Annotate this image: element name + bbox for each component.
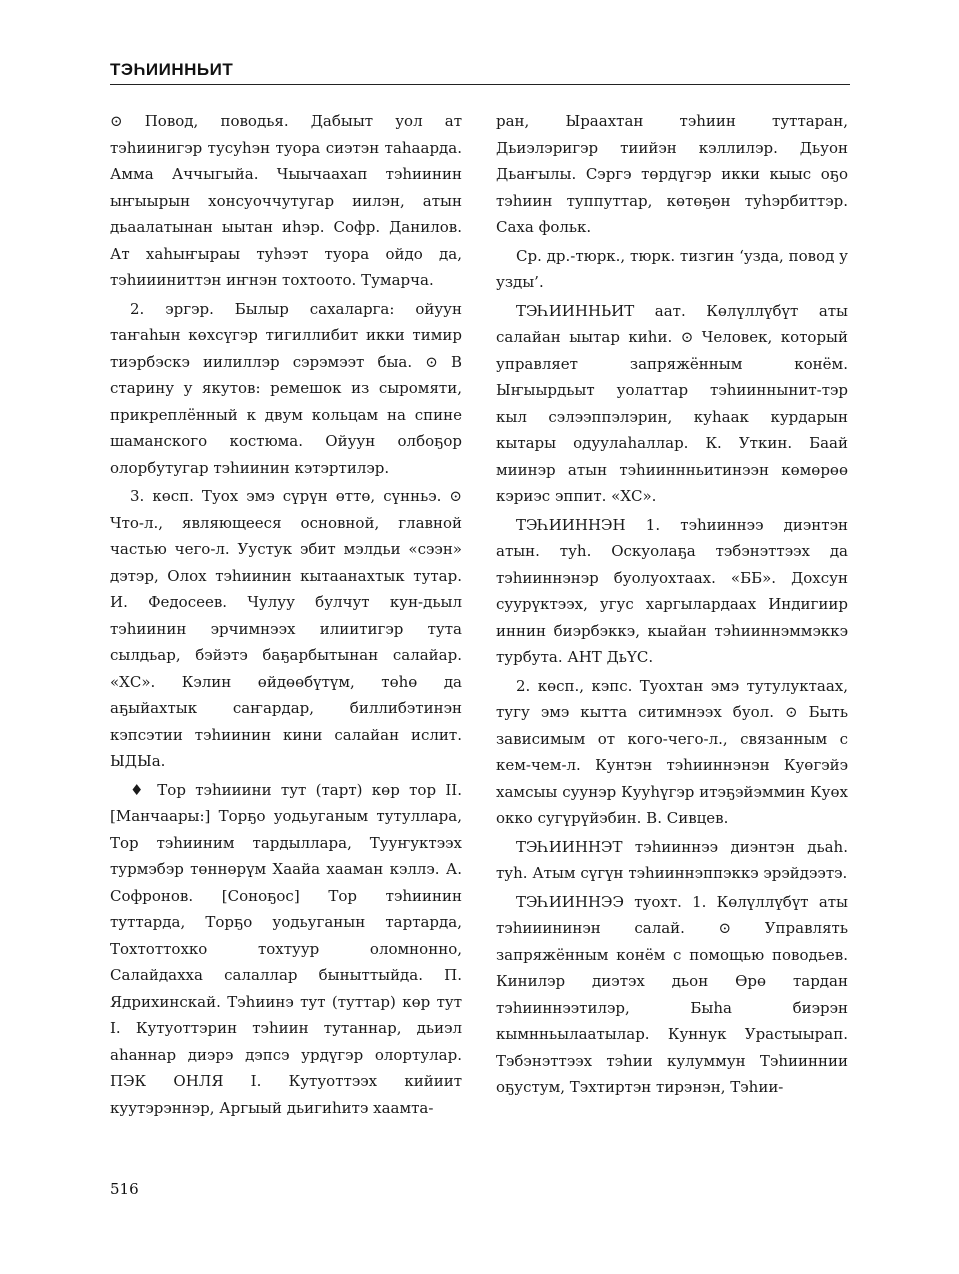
entry-paragraph: ТЭҺИИННЭН 1. тэһииннээ диэнтэн атын. туһ. Оскуолаҕа тэбэнэттээх да тэһииннэнэр буолуохтаах. «ББ». Дохсун суурүктээх, угус харгылардаах Индигиир иннин биэрбэккэ, кыайан тэһииннэммэккэ турбута. АНТ ДьҮС. [496,515,848,666]
entry-paragraph: ♦ Тор тэһииини тут (тарт) көр тор II. [Манчаары:] Торҕо уодьуганым тутуллара, Тор тэһииним тардыллара, Тууҥуктээх турмэбэр төннөрүм Хаайа хааман кэллэ. А. Софронов. [Соноҕос] Тор тэһиинин туттарда, Торҕо уодьуганын тартарда, Тохтоттохко тохтуур оломнонно, Салайдахха салаллар быныттыйда. П. Ядрихинскай. Тэһиинэ тут (туттар) көр тут I. Кутуоттэрин тэһиин тутаннар, дьиэл аһаннар диэрэ дэпсэ урдүгэр олортулар. ПЭК ОНЛЯ I. Кутуоттээх кийиит куутэрэннэр, Аргыый дьигиһитэ хаамта- [110,780,462,1117]
header-rule [110,84,850,85]
entry-paragraph: ран, Ыраахтан тэһиин туттаран, Дьиэлэригэр тиийэн кэллилэр. Дьуон Дьаҥылы. Сэргэ төрдүгэр икки кыыс оҕо тэһиин туппуттар, көтөҕөн туһэрбиттэр. Саха фольк. [496,112,848,236]
entry-paragraph: 2. көсп., кэпс. Туохтан эмэ тутулуктаах, тугу эмэ кытта ситимнээх буол. ⊙ Быть зависимым от кого-чего-л., связанным с кем-чем-л. Кунтэн тэһииннэнэн Куөгэйэ хамсыы суунэр Кууһүгэр итэҕэйэммин Куөх окко сугүрүйэбин. В. Сивцев. [496,676,848,827]
entry-paragraph: ⊙ Повод, поводья. Дабыыт уол ат тэһиинигэр тусуһэн туора сиэтэн таһаарда. Амма Аччыгыйа. Чыычаахап тэһиинин ыҥыырын хонсуоччутугар иилэн, атын дьаалатынан ыытан иһэр. Софр. Данилов. Ат хаһыҥыраы туһээт туора ойдо да, тэһиииниттэн иҥнэн тохтоото. Тумарча. [110,112,462,289]
entry-paragraph: 2. эргэр. Былыр сахаларга: ойуун таҥаһын көхсүгэр тигиллибит икки тимир тиэрбэскэ иилиллэр сэрэмээт быа. ⊙ В старину у якутов: ремешок из сыромяти, прикреплённый к двум кольцам на спине шаманского костюма. Ойуун олбоҕор олорбутугар тэһиинин кэтэртилэр. [110,299,462,477]
entry-paragraph: 3. көсп. Туох эмэ сүрүн өттө, сүнньэ. ⊙ Что-л., являющееся основной, главной частью чего-л. Уустук эбит мэлдьи «сээн» дэтэр, Олох тэһиинин кытаанахтык тутар. И. Федосеев. Чулуу булчут кун-дьыл тэһиинин эрчимнээх илиитигэр тута сылдьар, бэйэтэ баҕарбытынан салайар. «ХС». Кэлин өйдөөбүтүм, төһө да аҕыйахтык саҥардар, биллибэтинэн кэпсэтии тэһиинин кини салайан ислит. ЫДЫа. [110,487,462,770]
entry-paragraph: ТЭҺИИННЬИТ аат. Көлүллүбүт аты салайан ыытар киһи. ⊙ Человек, который управляет запряжённым конём. Ыҥыырдьыт уолаттар тэһииннынит-тэр кыл сэлээппэлэрин, куһаак курдарын кытары одуулаһаллар. К. Уткин. Баай миинэр атын тэһииннньитинээн көмөрөө кэриэс эппит. «ХС». [496,301,848,505]
entry-paragraph: ТЭҺИИННЭТ тэһииннээ диэнтэн дьаһ. туһ. Атым сүгүн тэһииннэппэккэ эрэйдээтэ. [496,837,848,882]
left-column [110,108,462,1123]
right-column [496,108,848,1103]
page-number: 516 [110,1180,139,1198]
running-head: ТЭҺИИННЬИТ [110,60,234,79]
entry-paragraph: ТЭҺИИННЭЭ туохт. 1. Көлүллүбүт аты тэһииининэн салай. ⊙ Управлять запряжённым конём с помощью поводьев. Кинилэр диэтэх дьон Өрө тардан тэһииннээтилэр, Быһа биэрэн кымнньылаатылар. Куннук Урастыырап. Тэбэнэттээх тэһии кулуммун Тэһииннии оҕустум, Тэхтиртэн тирэнэн, Тэһии- [496,892,848,1096]
etymology-note: Ср. др.-тюрк., тюрк. тизгин ‘узда, повод у узды’. [496,246,848,291]
